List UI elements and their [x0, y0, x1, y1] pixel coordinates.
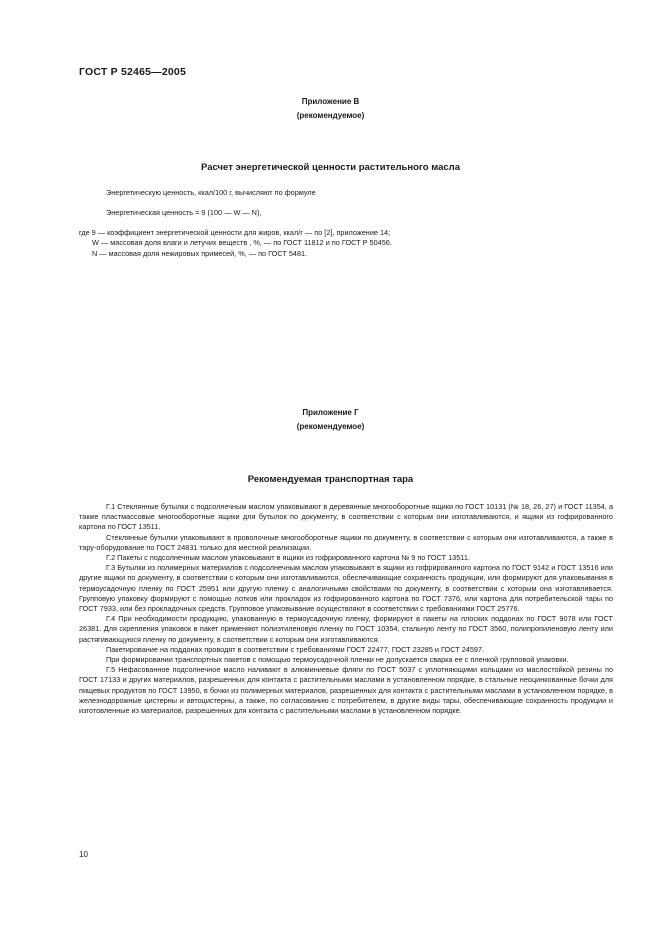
appendix-b-type: (рекомендуемое): [296, 111, 365, 120]
paragraph: При формировании транспортных пакетов с помощью термоусадочной пленки не допускается сварка ее с пленкой групповой упаковки.: [106, 655, 569, 665]
appendix-g-title: Рекомендуемая транспортная тара: [247, 474, 414, 485]
formula-where-line: где 9 — коэффициент энергетической ценности для жиров, ккал/г — по [2], приложение 14;: [79, 228, 391, 237]
formula-w-definition: W — массовая доля влаги и летучих веществ , %, — по ГОСТ 11812 и по ГОСТ Р 50456.: [92, 238, 392, 247]
paragraph: Пакетирование на поддонах проводят в соответствии с требованиями ГОСТ 22477, ГОСТ 23285 и ГОСТ 24597.: [106, 644, 485, 654]
appendix-g-type: (рекомендуемое): [296, 422, 365, 431]
page-number: 10: [79, 850, 88, 859]
paragraph: Г.4 При необходимости продукцию, упакованную в термоусадочную пленку, формируют в пакеты на плоских поддонах по ГОСТ 9078 или ГОСТ 26381. Для скрепления упаковок в пакет применяют полиэтиленовую пленку по ГОСТ 10354, стальную ленту по ГОСТ 3560, полипропиленовую ленту или растягивающуюся пленку по документу, в соответствии с которым они изготавливаются.: [79, 614, 613, 644]
paragraphs-block: [79, 502, 613, 716]
formula: Энергетическая ценность = 9 (100 — W — N),: [106, 208, 262, 217]
paragraph: Г.2 Пакеты с подсолнечным маслом упаковывают в ящики из гофрированного картона № 9 по ГОСТ 13511.: [106, 553, 470, 563]
appendix-b-title: Расчет энергетической ценности растительного масла: [200, 162, 460, 173]
paragraph: Стеклянные бутылки упаковывают в проволочные многооборотные ящики по документу, в соответствии с которым они изготавливаются, а также в тару-оборудование по ГОСТ 24831 только для местной реализации.: [79, 532, 613, 552]
document-standard-header: ГОСТ Р 52465—2005: [79, 66, 187, 78]
paragraph: Г.5 Нефасованное подсолнечное масло наливают в алюминиевые фляги по ГОСТ 5037 с уплотняющими кольцами из маслостойкой резины по ГОСТ 17133 и других материалов, разрешенных для контакта с растительными маслами в установленном порядке, в стальные неоцинкованные бочки для пищевых продуктов по ГОСТ 13950, в бочки из полимерных материалов, разрешенных для контакта с растительными маслами в установленном порядке, в железнодорожные цистерны и автоцистерны, а также, по согласованию с потребителем, в другие виды тары, обеспечивающие сохранность продукции и изготовленные из материалов, разрешенных для контакта с растительными маслами в установленном порядке.: [79, 665, 613, 716]
appendix-b-label: Приложение В: [301, 97, 360, 106]
formula-n-definition: N — массовая доля нежировых примесей, %, — по ГОСТ 5481.: [92, 249, 308, 258]
paragraph: Г.3 Бутылки из полимерных материалов с подсолнечным маслом упаковывают в ящики из гофрированного картона по ГОСТ 9142 и ГОСТ 13516 или другие ящики по документу, в соответствии с которым они изготавливаются, обеспечивающие сохранность продукции, или формируют для упаковывания в термоусадочную пленку по ГОСТ 25951 или другую пленку с аналогичными свойствами по документу, в соответствии с которым она изготавливается. Групповую упаковку формируют с помощью лотков или прокладок из гофрированного картона по ГОСТ 7376, или картона для потребительской тары по ГОСТ 7933, или без прокладочных средств. Групповое упаковывание осуществляют в соответствии с требованиями ГОСТ 25776.: [79, 563, 613, 614]
paragraph: Г.1 Стеклянные бутылки с подсолнечным маслом упаковывают в деревянные многооборотные ящики по ГОСТ 10131 (№ 18, 26, 27) и ГОСТ 11354, а также пластмассовые многооборотные ящики для бутылок по документу, в соответствии с которым они изготавливаются, и ящики из гофрированного картона по ГОСТ 13511.: [79, 502, 613, 532]
formula-intro: Энергетическую ценность, ккал/100 г, вычисляют по формуле: [106, 188, 316, 197]
appendix-g-label: Приложение Г: [302, 408, 359, 417]
